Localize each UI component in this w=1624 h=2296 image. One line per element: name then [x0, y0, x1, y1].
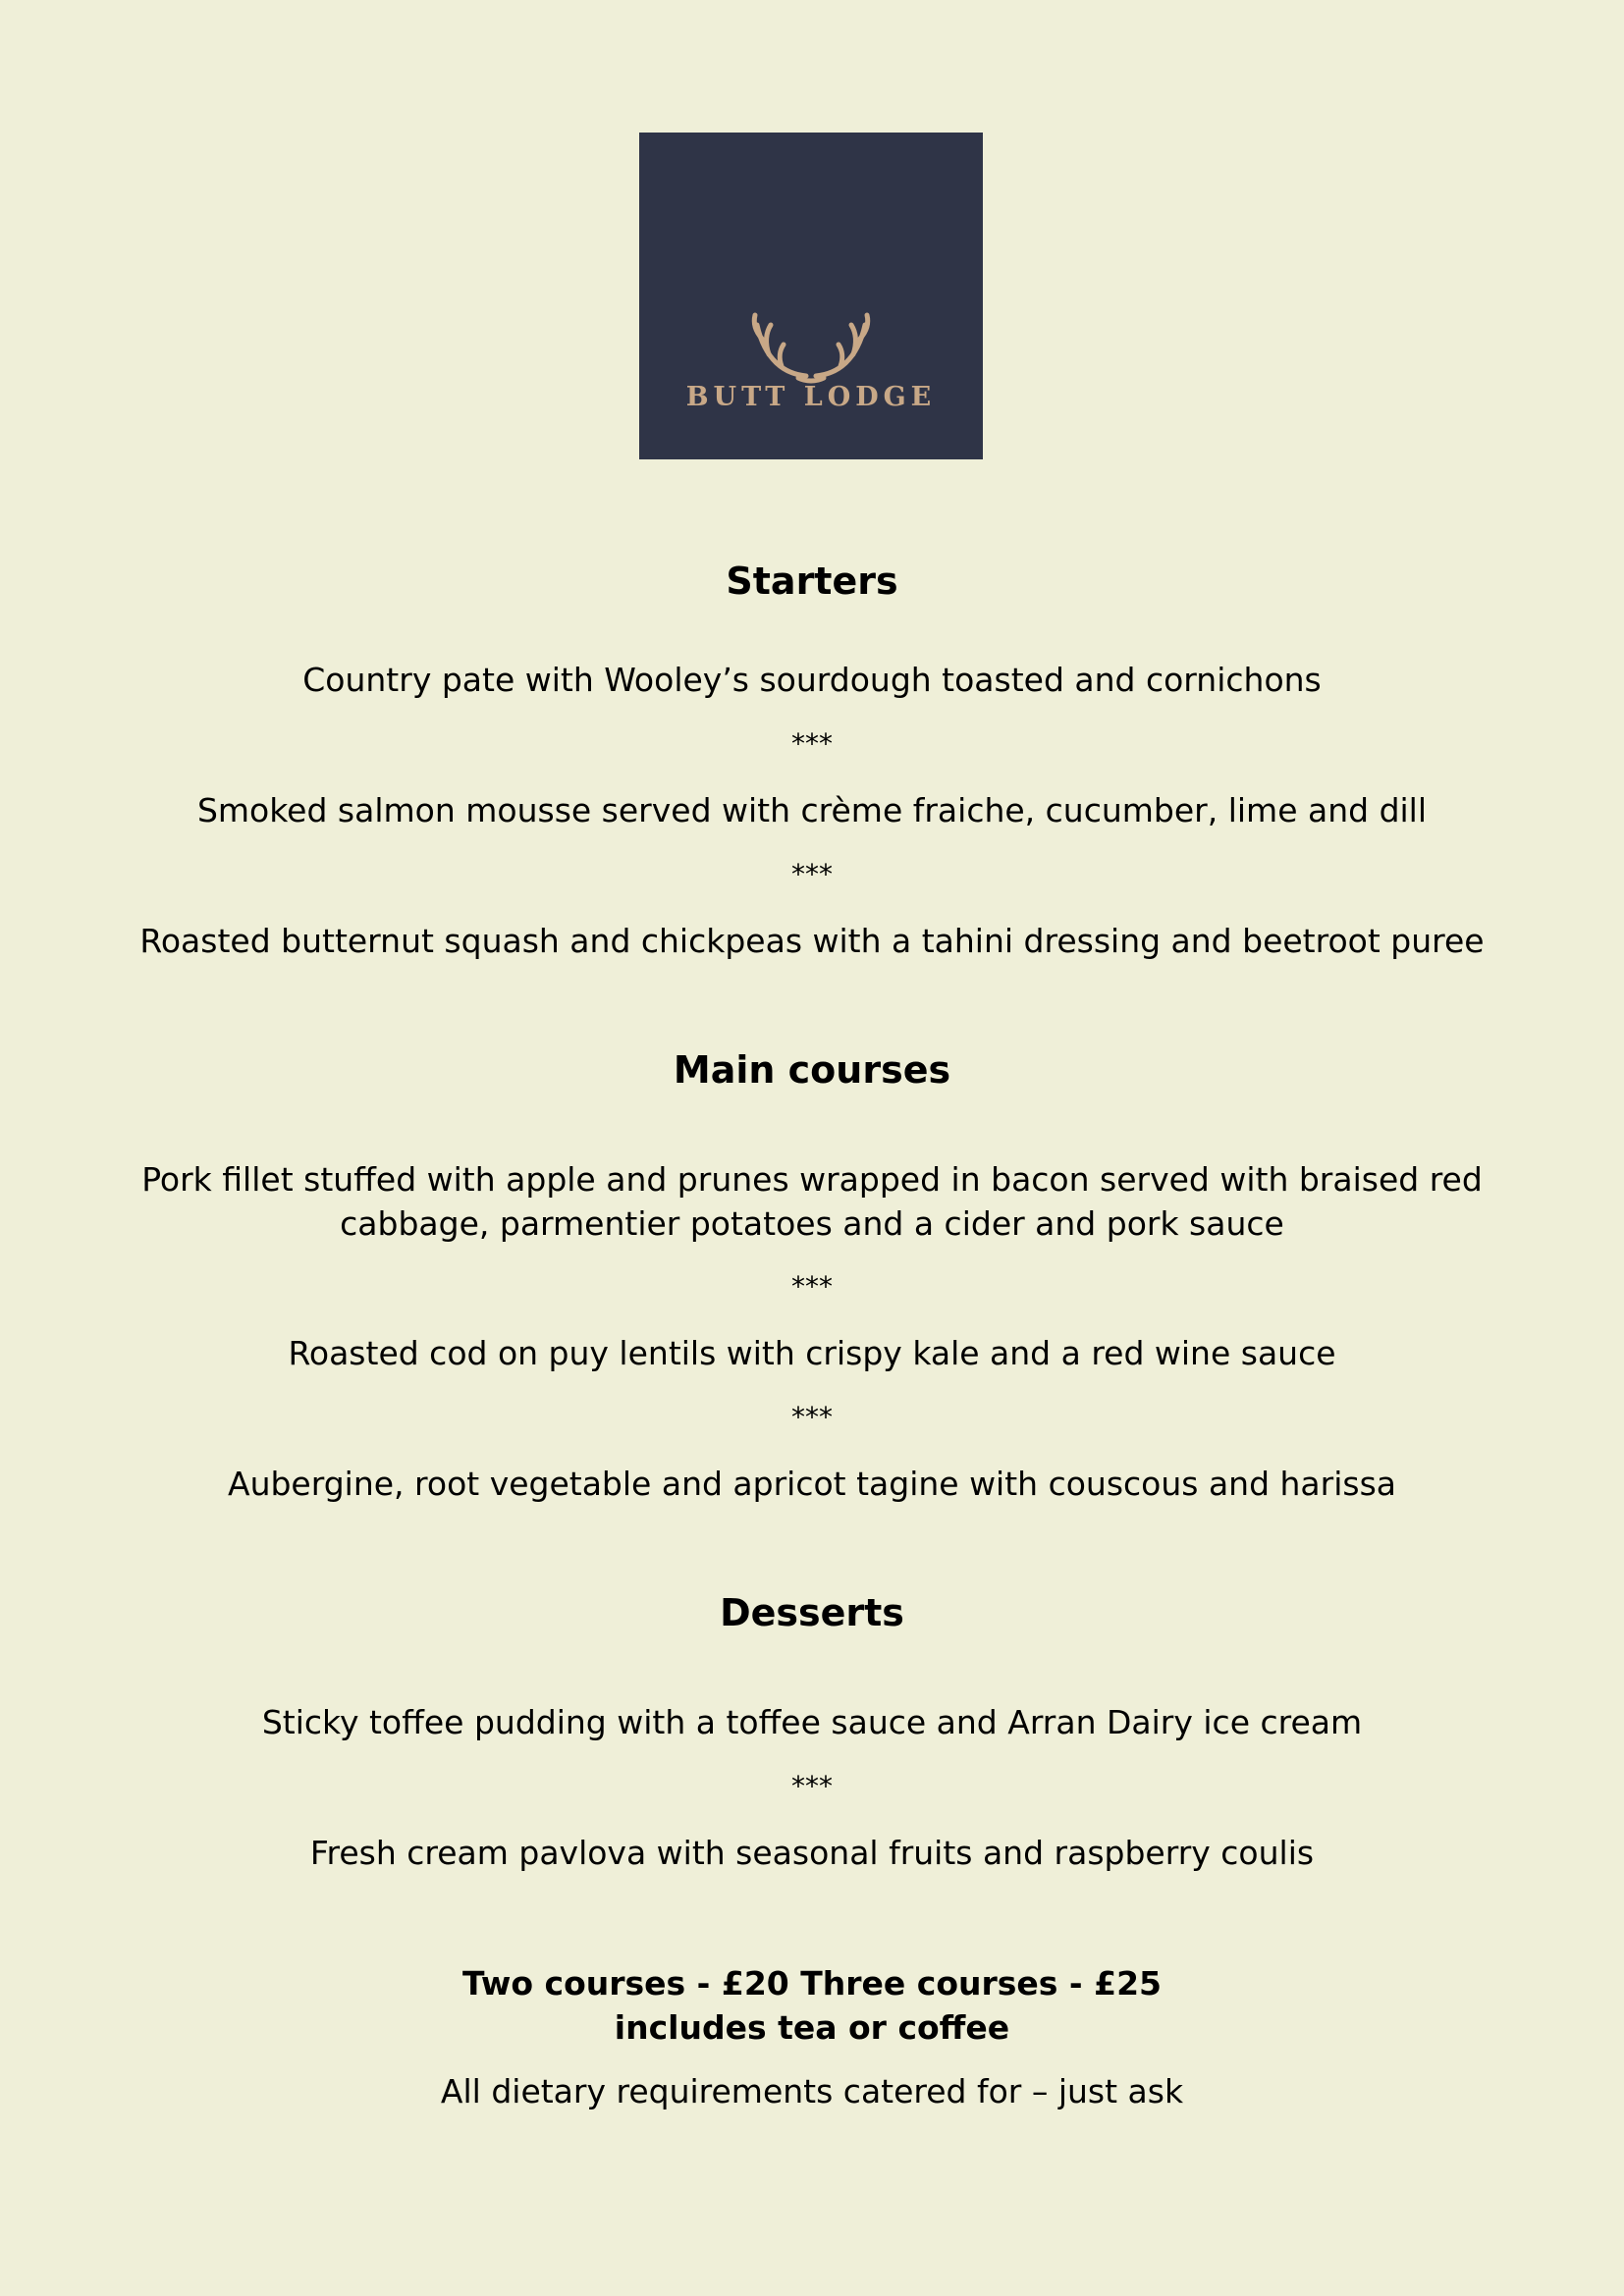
starter-item-2: Smoked salmon mousse served with crème fraiche, cucumber, lime and dill — [196, 791, 1428, 829]
main-item-1-line-2: cabbage, parmentier potatoes and a cider and pork sauce — [340, 1204, 1284, 1243]
starter-item-1: Country pate with Wooley’s sourdough toasted and cornichons — [302, 661, 1322, 699]
desserts-heading: Desserts — [720, 1591, 904, 1634]
separator: *** — [791, 1770, 833, 1802]
pricing-line-1: Two courses - £20 Three courses - £25 — [462, 1964, 1162, 2002]
separator: *** — [791, 858, 833, 890]
dessert-item-1: Sticky toffee pudding with a toffee sauce and Arran Dairy ice cream — [261, 1703, 1363, 1741]
dietary-note: All dietary requirements catered for – just ask — [440, 2072, 1184, 2110]
main-courses-heading: Main courses — [673, 1048, 951, 1092]
separator: *** — [791, 1270, 833, 1303]
separator: *** — [791, 1401, 833, 1433]
separator: *** — [791, 727, 833, 760]
main-item-2: Roasted cod on puy lentils with crispy kale and a red wine sauce — [288, 1334, 1336, 1372]
starter-item-3: Roasted butternut squash and chickpeas with a tahini dressing and beetroot puree — [139, 922, 1485, 960]
starters-heading: Starters — [726, 560, 898, 603]
pricing-line-2: includes tea or coffee — [614, 2008, 1010, 2047]
main-item-1-line-1: Pork fillet stuffed with apple and prunes wrapped in bacon served with braised red — [141, 1160, 1483, 1199]
dessert-item-2: Fresh cream pavlova with seasonal fruits and raspberry coulis — [309, 1834, 1315, 1872]
main-item-3: Aubergine, root vegetable and apricot tagine with couscous and harissa — [228, 1465, 1396, 1503]
butt-lodge-logo — [639, 133, 983, 459]
logo-wordmark: BUTT LODGE — [685, 382, 937, 412]
